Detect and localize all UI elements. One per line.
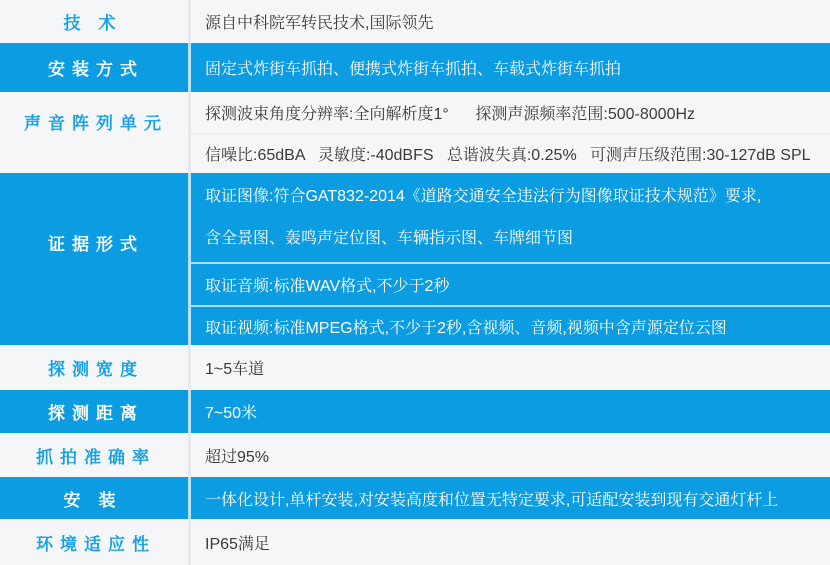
spec-evidence-audio: 取证音频:标准WAV格式,不少于2秒 xyxy=(205,278,450,295)
row-value-detection-width: 1~5车道 xyxy=(205,361,265,378)
table-row-environment-adaptability xyxy=(0,519,830,565)
table-row-detection-width xyxy=(0,345,830,390)
evidence-image-line2: 含全景图、轰鸣声定位图、车辆指示图、车牌细节图 xyxy=(205,229,574,247)
row-label-environment-adaptability: 环境适应性 xyxy=(36,534,156,554)
row-value-installation-mode: 固定式炸街车抓拍、便携式炸街车抓拍、车载式炸街车抓拍 xyxy=(205,61,622,78)
row-label-sound-array-unit: 声音阵列单元 xyxy=(24,114,168,133)
row-value-detection-distance: 7~50米 xyxy=(205,405,258,422)
table-row-technology xyxy=(0,0,830,43)
table-row-detection-distance xyxy=(0,390,830,433)
table-row-sound-array-unit xyxy=(0,92,830,173)
table-row-capture-accuracy xyxy=(0,433,830,477)
table-row-installation xyxy=(0,477,830,519)
row-value-technology: 源自中科院军转民技术,国际领先 xyxy=(205,15,434,32)
evidence-image-line1: 取证图像:符合GAT832-2014《道路交通安全违法行为图像取证技术规范》要求, xyxy=(205,187,762,205)
row-value-environment-adaptability: IP65满足 xyxy=(205,535,270,553)
sound-array-specs xyxy=(191,92,830,173)
row-value-capture-accuracy: 超过95% xyxy=(205,448,270,466)
spec-beam-resolution-frequency: 探测波束角度分辨率:全向解析度1° 探测声源频率范围:500-8000Hz xyxy=(205,106,696,123)
row-label-installation-mode: 安装方式 xyxy=(48,60,144,79)
row-label-installation: 安装 xyxy=(63,490,134,510)
row-label-detection-distance: 探测距离 xyxy=(48,404,144,423)
row-label-detection-width: 探测宽度 xyxy=(48,360,144,379)
row-value-installation: 一体化设计,单杆安装,对安装高度和位置无特定要求,可适配安装到现有交通灯杆上 xyxy=(205,491,779,509)
evidence-specs xyxy=(191,173,830,345)
table-row-installation-mode xyxy=(0,43,830,92)
table-row-evidence-format xyxy=(0,173,830,345)
spec-evidence-image xyxy=(191,173,830,262)
row-label-capture-accuracy: 抓拍准确率 xyxy=(36,447,156,467)
row-label-technology: 技术 xyxy=(63,14,134,33)
row-label-evidence-format: 证据形式 xyxy=(48,234,144,254)
spec-evidence-video: 取证视频:标准MPEG格式,不少于2秒,含视频、音频,视频中含声源定位云图 xyxy=(205,319,727,337)
spec-snr-sensitivity: 信噪比:65dBA 灵敏度:-40dBFS 总谐波失真:0.25% 可测声压级范围:30-127dB SPL xyxy=(205,147,811,164)
